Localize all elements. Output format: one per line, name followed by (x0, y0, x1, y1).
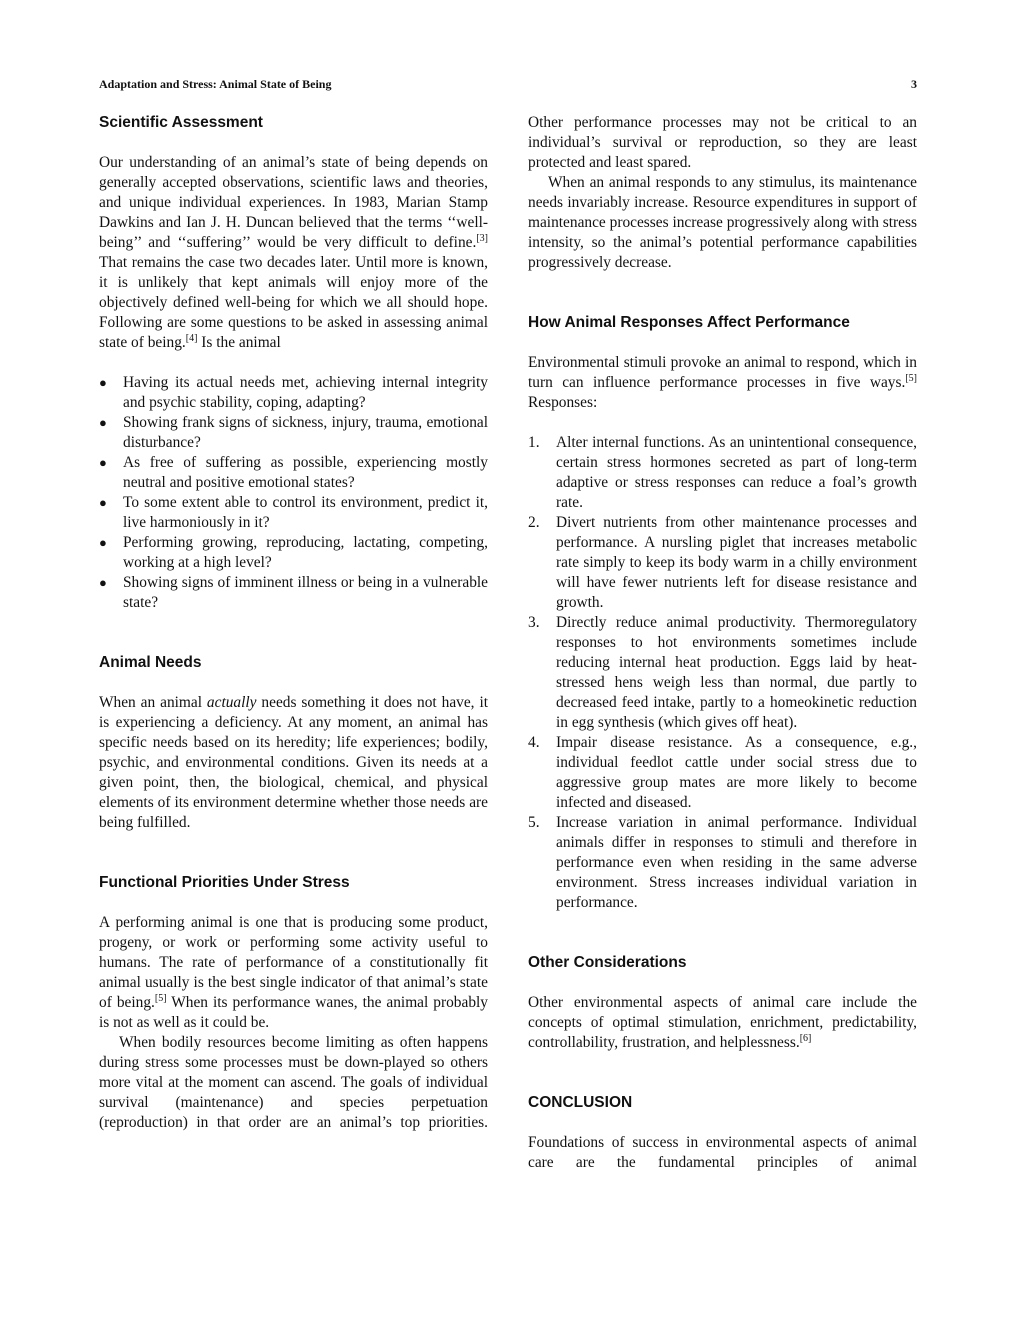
sa-text-2: That remains the case two decades later. Until more is known, it is unlikely that kept animals will enjoy more of the objectively defined well-being for which we all should hope. Following are some questions to be asked in assessing animal state of being. (99, 254, 488, 351)
list-item (528, 513, 917, 613)
conclusion-paragraph: Foundations of success in environmental aspects of animal care are the fundamental principles of animal (528, 1134, 917, 1171)
citation-5: [5] (154, 992, 167, 1004)
bullet-icon: ● (99, 415, 107, 430)
heading-conclusion: CONCLUSION (528, 1094, 633, 1111)
responses-list (528, 433, 917, 913)
bullet-icon: ● (99, 455, 107, 470)
assessment-questions-list (99, 373, 488, 613)
citation-3: [3] (476, 232, 488, 244)
list-item-text: Increase variation in animal performance. Individual animals differ in responses to stimuli and therefore in performance even when residing in the same adverse environment. Stress increases individual variation in performance. (556, 814, 917, 911)
functional-priorities-paragraph-2: When bodily resources become limiting as often happens during stress some processes must be down-played so others more vital at the moment can ascend. The goals of individual survival (maintenance) and species perpetuation (reproduction) in that order are an animal’s top priorities. (99, 1034, 488, 1131)
animal-needs-paragraph (99, 693, 488, 833)
bullet-icon: ● (99, 375, 107, 390)
list-item-text: To some extent able to control its environment, predict it, live harmoniously in it? (123, 494, 488, 531)
other-considerations-paragraph (528, 993, 917, 1053)
bullet-icon: ● (99, 535, 107, 550)
citation-4: [4] (185, 332, 198, 344)
functional-priorities-paragraph-3: When an animal responds to any stimulus, its maintenance needs invariably increase. Resource expenditures in support of maintenance processes increase progressively along with stress intensity, so the animal’s potential performance capabilities progressively decrease. (528, 174, 917, 271)
running-title: Adaptation and Stress: Animal State of Being (99, 77, 332, 91)
page-number: 3 (911, 77, 917, 91)
heading-animal-needs: Animal Needs (99, 654, 202, 671)
bullet-icon: ● (99, 495, 107, 510)
list-item-text: Showing frank signs of sickness, injury, trauma, emotional disturbance? (123, 414, 488, 451)
list-item (99, 373, 488, 413)
how-responses-intro (528, 353, 917, 413)
heading-functional-priorities: Functional Priorities Under Stress (99, 874, 350, 891)
list-item-text: Alter internal functions. As an unintentional consequence, certain stress hormones secreted as part of long-term adaptive or stress responses can reduce a foal’s growth rate. (556, 434, 917, 511)
scientific-assessment-paragraph (99, 153, 488, 353)
an-text: When an animal (99, 694, 207, 711)
left-column (99, 113, 488, 1133)
list-item (528, 613, 917, 733)
running-head (99, 77, 917, 95)
hr-text-2: Responses: (528, 394, 598, 411)
citation-5b: [5] (905, 372, 917, 384)
heading-scientific-assessment: Scientific Assessment (99, 114, 263, 131)
list-item (99, 573, 488, 613)
an-emphasis: actually (206, 694, 257, 711)
list-item-text: Showing signs of imminent illness or being in a vulnerable state? (123, 574, 488, 611)
list-item (528, 813, 917, 913)
list-item (99, 413, 488, 453)
list-item-text: Having its actual needs met, achieving internal integrity and psychic stability, coping, adapting? (123, 374, 488, 411)
list-item-text: As free of suffering as possible, experiencing mostly neutral and positive emotional states? (123, 454, 488, 491)
list-item-text: Impair disease resistance. As a consequence, e.g., individual feedlot cattle under social stress due to aggressive group mates are more likely to become infected and diseased. (556, 734, 917, 811)
sa-text-3: Is the animal (197, 334, 281, 351)
list-item (99, 533, 488, 573)
list-item (99, 493, 488, 533)
item-number: 4. (528, 734, 540, 751)
citation-6: [6] (799, 1032, 812, 1044)
an-text-2: needs something it does not have, it is experiencing a deficiency. At any moment, an animal has specific needs based on its heredity; life experiences; bodily, psychic, and environmental conditions. Given its needs at a given point, then, the biological, chemical, and physical elements of its environment determine whether those needs are being fulfilled. (99, 694, 488, 831)
functional-priorities-paragraph-1 (99, 913, 488, 1033)
hr-text: Environmental stimuli provoke an animal to respond, which in turn can influence performance processes in five ways. (528, 354, 917, 391)
list-item-text: Directly reduce animal productivity. Thermoregulatory responses to hot environments sometimes include reducing internal heat production. Eggs laid by heat-stressed hens weigh less than normal, due partly to decreased feed intake, partly to a homeokinetic reduction in egg synthesis (which gives off heat). (556, 614, 917, 731)
sa-text: Our understanding of an animal’s state of being depends on generally accepted observations, scientific laws and theories, and unique individual experiences. In 1983, Marian Stamp Dawkins and Ian J. H. Duncan believed that the terms ‘‘well-being’’ and ‘‘suffering’’ would be very difficult to define. (99, 154, 488, 251)
list-item (528, 433, 917, 513)
heading-how-responses: How Animal Responses Affect Performance (528, 314, 850, 331)
oc-text: Other environmental aspects of animal care include the concepts of optimal stimulation, enrichment, predictability, controllability, frustration, and helplessness. (528, 994, 917, 1051)
right-column (528, 113, 917, 1173)
bullet-icon: ● (99, 575, 107, 590)
fp-text-2: When its performance wanes, the animal probably is not as well as it could be. (99, 994, 488, 1031)
fp-text: A performing animal is one that is producing some product, progeny, or work or performing some activity useful to humans. The rate of performance of a constitutionally fit animal usually is the best single indicator of that animal’s state of being. (99, 914, 488, 1011)
list-item (528, 733, 917, 813)
list-item-text: Divert nutrients from other maintenance processes and performance. A nursling piglet that increases metabolic rate simply to keep its body warm in a chilly environment will have fewer nutrients left for disease resistance and growth. (556, 514, 917, 611)
list-item-text: Performing growing, reproducing, lactating, competing, working at a high level? (123, 534, 488, 571)
item-number: 2. (528, 514, 540, 531)
list-item (99, 453, 488, 493)
heading-other-considerations: Other Considerations (528, 954, 687, 971)
item-number: 3. (528, 614, 540, 631)
item-number: 1. (528, 434, 540, 451)
item-number: 5. (528, 814, 540, 831)
paragraph-continuation (528, 113, 917, 173)
functional-priorities-paragraph-2-cont: Other performance processes may not be critical to an individual’s survival or reproduction, so they are least protected and least spared. (528, 114, 917, 171)
